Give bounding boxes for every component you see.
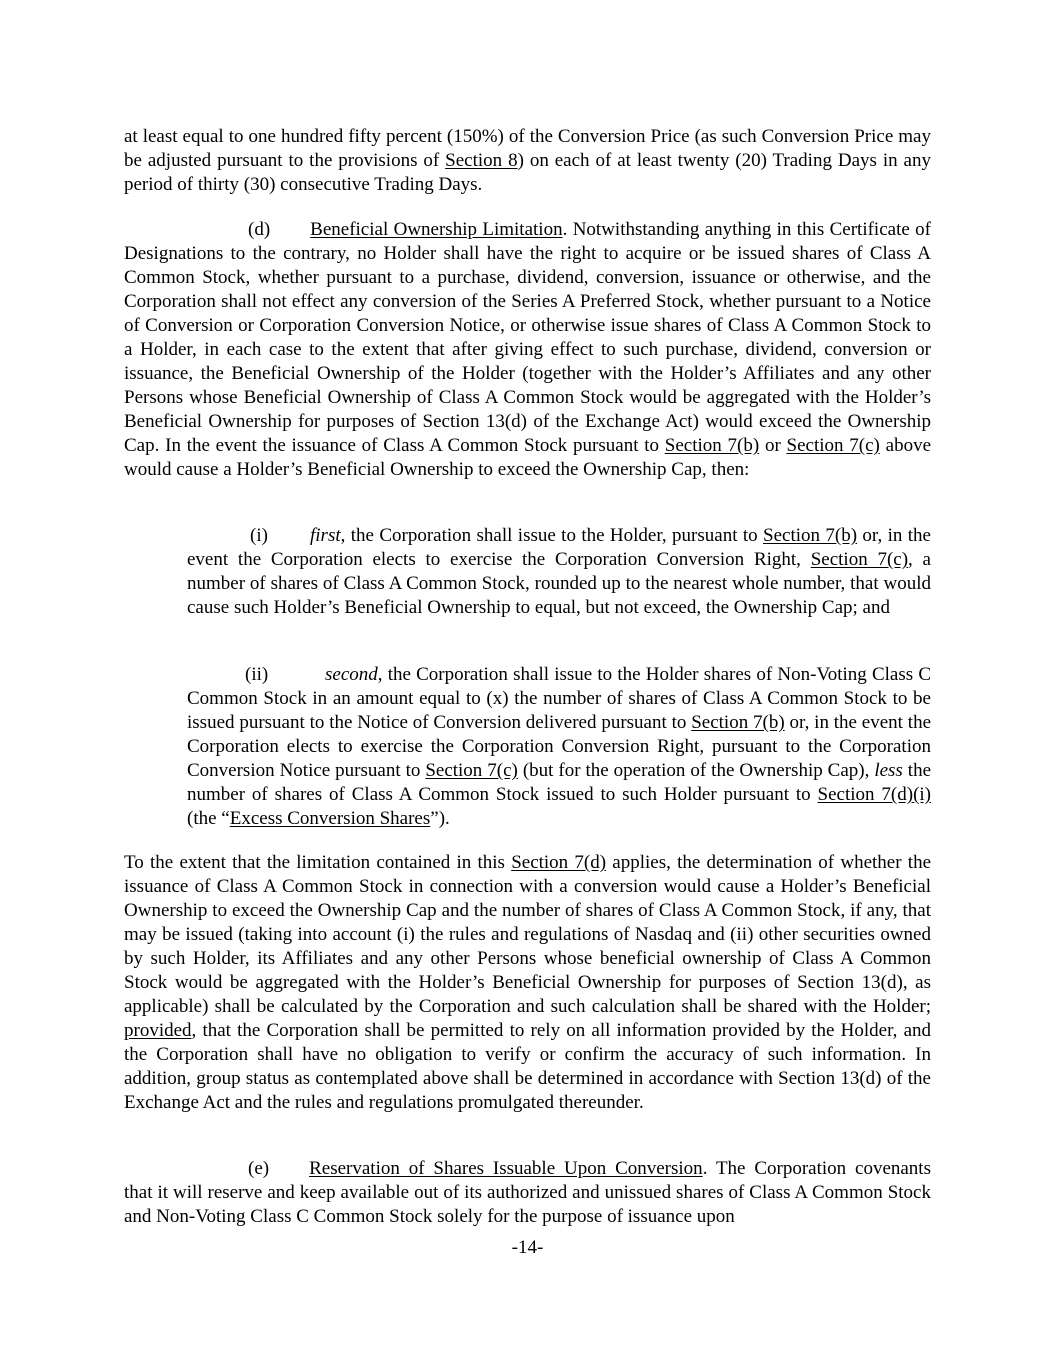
text-run: , the Corporation shall issue to the Holder shares of Non-Voting Class C Common Stock in an amount equal to (x) the number of shares of Class A Common Stock to be issued pursuant to the Notice of Conversion delivered pursuant to xyxy=(187,664,931,733)
section-reference-link: Section 7(d) xyxy=(511,852,607,873)
section-reference-link: Section 7(b) xyxy=(691,712,785,733)
section-reference-link: Section 7(c) xyxy=(786,435,880,456)
proviso-term: provided xyxy=(124,1020,192,1041)
text-run: the number of shares of Class A Common Stock issued to such Holder pursuant to xyxy=(187,760,932,805)
text-run: , that the Corporation shall be permitted to rely on all information provided by the Holder, and the Corporation shall have no obligation to verify or confirm the accuracy of such information. In addition, group status as contemplated above shall be determined in accordance with Section 13(d) of the Exchange Act and the rules and regulations promulgated thereunder. xyxy=(124,1020,931,1113)
defined-term: Excess Conversion Shares xyxy=(229,808,431,829)
paragraph-beneficial-ownership-limitation xyxy=(124,218,931,482)
text-run: at least equal to one hundred fifty percent (150%) of the Conversion Price (as such Conversion Price may be adjusted pursuant to the provisions of xyxy=(124,126,931,171)
section-heading: Reservation of Shares Issuable Upon Conversion xyxy=(309,1158,703,1179)
text-run: above would cause a Holder’s Beneficial Ownership to exceed the Ownership Cap, then: xyxy=(124,435,932,480)
section-reference-link: Section 7(d)(i) xyxy=(817,784,931,805)
text-run: , the Corporation shall issue to the Holder, pursuant to xyxy=(340,525,764,546)
text-run: , a number of shares of Class A Common Stock, rounded up to the nearest whole number, that would cause such Holder’s Beneficial Ownership to equal, but not exceed, the Ownership Cap; and xyxy=(187,549,931,618)
section-label: (d) xyxy=(248,219,271,240)
section-reference-link: Section 8 xyxy=(445,150,518,171)
text-run: or, in the event the Corporation elects to exercise the Corporation Conversion Right, xyxy=(187,525,931,570)
section-heading: Beneficial Ownership Limitation xyxy=(310,219,563,240)
text-run: applies, the determination of whether the issuance of Class A Common Stock in connection with a conversion would cause a Holder’s Beneficial Ownership to exceed the Ownership Cap and the number of shares of Class A Common Stock, if any, that may be issued (taking into account (i) the rules and regulations of Nasdaq and (ii) other securities owned by such Holder, its Affiliates and any other Persons whose beneficial ownership of Class A Common Stock would be aggregated with the Holder’s Beneficial Ownership for purposes of Section 13(d), as applicable) shall be calculated by the Corporation and such calculation shall be shared with the Holder; xyxy=(124,852,931,1017)
text-run: (the “ xyxy=(187,808,230,829)
text-run: or, in the event the Corporation elects to exercise the Corporation Conversion Right, pursuant to the Corporation Conversion Notice pursuant to xyxy=(187,712,931,781)
section-reference-link: Section 7(c) xyxy=(425,760,518,781)
section-reference-link: Section 7(b) xyxy=(763,525,858,546)
emphasis: less xyxy=(874,760,903,781)
page-number: -14- xyxy=(511,1237,544,1258)
text-run: . The Corporation covenants that it will reserve and keep available out of its authorized and unissued shares of Class A Common Stock and Non-Voting Class C Common Stock solely for the purpose of issuance upon xyxy=(124,1158,931,1227)
paragraph-reservation-of-shares xyxy=(124,1157,931,1229)
section-label: (e) xyxy=(248,1158,270,1179)
paragraph-clause-ii xyxy=(187,663,931,831)
section-reference-link: Section 7(b) xyxy=(664,435,760,456)
emphasis: first xyxy=(310,525,341,546)
paragraph-conversion-price xyxy=(124,125,931,197)
paragraph-clause-i xyxy=(187,524,931,620)
text-run: (but for the operation of the Ownership Cap), xyxy=(517,760,875,781)
section-reference-link: Section 7(c) xyxy=(810,549,909,570)
text-run: To the extent that the limitation contained in this xyxy=(124,852,512,873)
text-run: ”). xyxy=(430,808,450,829)
text-run: . Notwithstanding anything in this Certificate of Designations to the contrary, no Holder shall have the right to acquire or be issued shares of Class A Common Stock, whether pursuant to a purchase, dividend, conversion, issuance or otherwise, and the Corporation shall not effect any conversion of the Series A Preferred Stock, whether pursuant to a Notice of Conversion or Corporation Conversion Notice, or otherwise issue shares of Class A Common Stock to a Holder, in each case to the extent that after giving effect to such purchase, dividend, conversion or issuance, the Beneficial Ownership of the Holder (together with the Holder’s Affiliates and any other Persons whose Beneficial Ownership of Class A Common Stock would be aggregated with the Holder’s Beneficial Ownership for purposes of Section 13(d) of the Exchange Act) would exceed the Ownership Cap. In the event the issuance of Class A Common Stock pursuant to xyxy=(124,219,931,456)
emphasis: second xyxy=(325,664,378,685)
text-run: or xyxy=(759,435,787,456)
text-run: ) on each of at least twenty (20) Trading Days in any period of thirty (30) consecutive Trading Days. xyxy=(124,150,931,195)
clause-label: (ii) xyxy=(245,664,269,685)
clause-label: (i) xyxy=(250,525,268,546)
paragraph-limitation-determination xyxy=(124,851,931,1115)
